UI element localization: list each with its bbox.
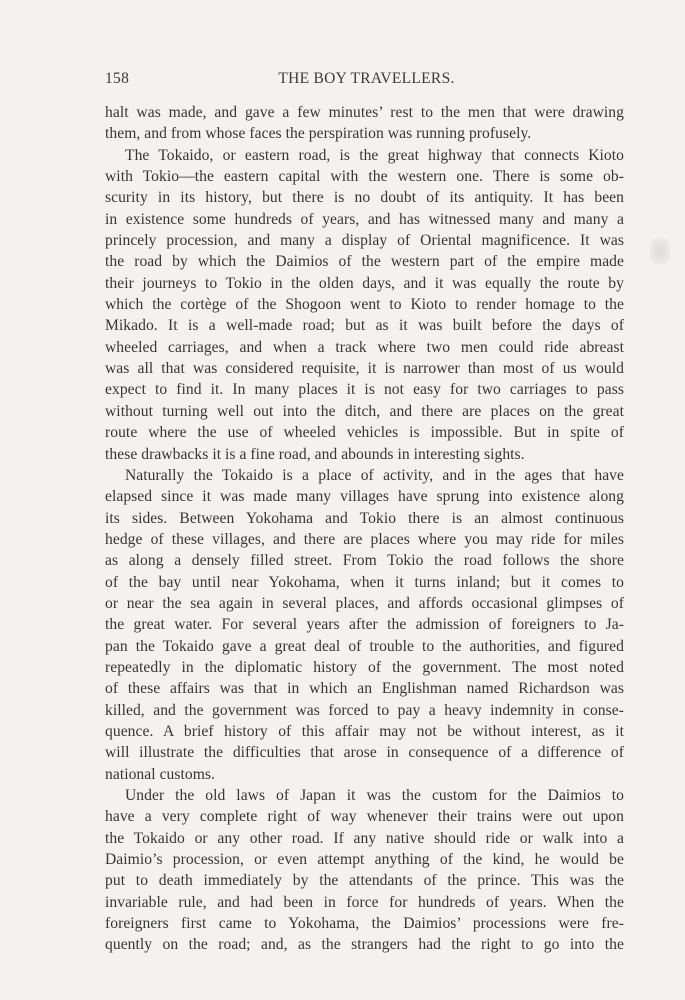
text-line: The Tokaido, or eastern road, is the great highway that connects Kioto <box>125 146 624 164</box>
text-line: have a very complete right of way whenever their trains were out upon <box>105 808 624 826</box>
text-line: of the bay until near Yokohama, when it turns inland; but it comes to <box>105 573 624 591</box>
text-line: princely procession, and many a display of Oriental magnificence. It was <box>105 232 624 250</box>
text-line: scurity in its history, but there is no doubt of its antiquity. It has been <box>105 189 624 207</box>
text-line: them, and from whose faces the perspiration was running profusely. <box>105 125 532 143</box>
text-line: the road by which the Daimios of the western part of the empire made <box>105 253 624 271</box>
text-line: the Tokaido or any other road. If any native should ride or walk into a <box>105 829 624 847</box>
text-line: Naturally the Tokaido is a place of activity, and in the ages that have <box>125 466 624 484</box>
text-line: as along a densely filled street. From Tokio the road follows the shore <box>105 552 624 570</box>
text-line: with Tokio—the eastern capital with the western one. There is some ob- <box>105 168 624 186</box>
text-line: killed, and the government was forced to pay a heavy indemnity in conse- <box>105 701 624 719</box>
text-line: quently on the road; and, as the strangers had the right to go into the <box>105 936 624 954</box>
text-line: route where the use of wheeled vehicles is impossible. But in spite of <box>105 424 624 442</box>
text-line: these drawbacks it is a fine road, and abounds in interesting sights. <box>105 445 525 463</box>
text-line: put to death immediately by the attendants of the prince. This was the <box>105 872 624 890</box>
text-line: was all that was considered requisite, it is narrower than most of us would <box>105 360 624 378</box>
text-line: repeatedly in the diplomatic history of the government. The most noted <box>105 658 624 676</box>
text-line: halt was made, and gave a few minutes’ rest to the men that were drawing <box>105 104 624 121</box>
text-line: Mikado. It is a well-made road; but as it was built before the days of <box>105 317 624 335</box>
text-line: pan the Tokaido gave a great deal of trouble to the authorities, and figured <box>105 637 624 655</box>
text-line: Under the old laws of Japan it was the custom for the Daimios to <box>125 787 624 804</box>
text-line: Daimio’s procession, or even attempt anything of the kind, he would be <box>105 851 624 869</box>
text-line: will illustrate the difficulties that arose in consequence of a difference of <box>105 744 624 762</box>
text-line: foreigners first came to Yokohama, the Daimios’ processions were fre- <box>105 915 624 933</box>
text-line: the great water. For several years after the admission of foreigners to Ja- <box>105 616 624 634</box>
text-line: expect to find it. In many places it is not easy for two carriages to pass <box>105 381 624 399</box>
text-line: without turning well out into the ditch, and there are places on the great <box>105 402 624 420</box>
text-line: which the cortège of the Shogoon went to Kioto to render homage to the <box>105 296 624 314</box>
text-line: hedge of these villages, and there are places where you may ride for miles <box>105 530 624 548</box>
text-line: national customs. <box>105 765 215 783</box>
text-line: quence. A brief history of this affair may not be without interest, as it <box>105 722 624 740</box>
page-header <box>105 70 628 94</box>
running-title: THE BOY TRAVELLERS. <box>278 70 455 87</box>
text-line: wheeled carriages, and when a track where two men could ride abreast <box>105 338 624 356</box>
ink-smudge <box>650 238 670 264</box>
text-line: of these affairs was that in which an Englishman named Richardson was <box>105 680 624 698</box>
page-number: 158 <box>105 70 130 87</box>
text-line: their journeys to Tokio in the olden days, and it was equally the route by <box>105 274 624 292</box>
text-line: in existence some hundreds of years, and has witnessed many and many a <box>105 210 624 228</box>
text-line: its sides. Between Yokohama and Tokio there is an almost continuous <box>105 509 624 527</box>
text-line: elapsed since it was made many villages have sprung into existence along <box>105 488 624 506</box>
body-text <box>105 102 624 956</box>
text-line: invariable rule, and had been in force for hundreds of years. When the <box>105 893 624 911</box>
text-line: or near the sea again in several places, and affords occasional glimpses of <box>105 594 624 612</box>
